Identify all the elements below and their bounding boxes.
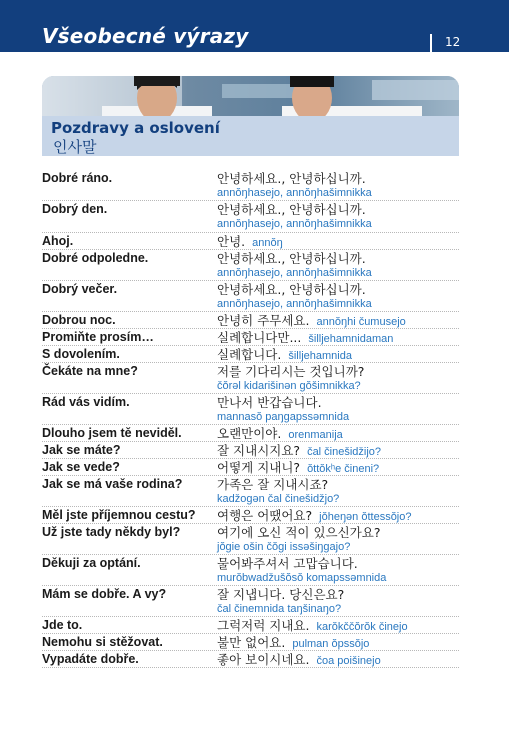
phrase-romanization: kadžogən čal činešidžjo?	[217, 493, 340, 505]
phrase-czech: Jak se má vaše rodina?	[42, 477, 183, 491]
phrase-row	[42, 329, 459, 346]
phrase-czech: Vypadáte dobře.	[42, 652, 139, 666]
phrase-row	[42, 442, 459, 459]
phrase-translation	[217, 363, 459, 393]
phrase-czech: Dobrou noc.	[42, 313, 116, 327]
phrase-czech: Měl jste příjemnou cestu?	[42, 508, 196, 522]
two-men-photo-image	[42, 76, 459, 118]
phrase-czech: Čekáte na mne?	[42, 364, 138, 378]
phrase-czech: Jde to.	[42, 618, 83, 632]
phrase-czech: Jak se máte?	[42, 443, 121, 457]
phrase-row	[42, 555, 459, 586]
phrase-korean: 만나서 반갑습니다.	[217, 395, 322, 410]
phrase-row	[42, 507, 459, 524]
phrase-czech: Dobrý den.	[42, 202, 108, 216]
phrase-row	[42, 312, 459, 329]
phrase-translation	[217, 281, 459, 311]
phrase-korean: 어떻게 지내니?	[217, 460, 301, 475]
phrase-czech: Nemohu si stěžovat.	[42, 635, 163, 649]
section-heading	[42, 116, 459, 156]
phrase-korean: 안녕.	[217, 234, 246, 249]
phrase-row	[42, 651, 459, 668]
phrase-romanization: čal činešidžijo?	[307, 446, 382, 458]
header-divider	[430, 34, 432, 52]
phrase-romanization: orenmanija	[288, 429, 343, 441]
phrase-czech: S dovolením.	[42, 347, 120, 361]
chapter-header	[0, 0, 509, 52]
phrase-korean: 잘 지냅니다. 당신은요?	[217, 587, 345, 602]
phrase-czech: Dobrý večer.	[42, 282, 118, 296]
phrase-translation	[217, 170, 459, 200]
phrase-row	[42, 634, 459, 651]
phrase-korean: 안녕하세요., 안녕하십니까.	[217, 202, 366, 217]
phrase-korean: 물어봐주셔서 고맙습니다.	[217, 556, 358, 571]
phrase-czech: Dobré ráno.	[42, 171, 113, 185]
phrase-korean: 안녕하세요., 안녕하십니까.	[217, 282, 366, 297]
phrase-romanization: murŏbwadžušŏsŏ komapssəmnida	[217, 572, 387, 584]
phrase-romanization: annŏŋhasejo, annŏŋhašimnikka	[217, 187, 372, 199]
section-title: Pozdravy a oslovení	[51, 119, 220, 137]
phrase-row	[42, 394, 459, 425]
phrase-romanization: ŏttŏkʰe čineni?	[307, 463, 380, 475]
phrase-romanization: mannasŏ paŋgapssəmnida	[217, 411, 350, 423]
phrase-translation	[217, 459, 459, 475]
phrase-korean: 잘 지내시지요?	[217, 443, 301, 458]
phrase-romanization: annŏŋhasejo, annŏŋhašimnikka	[217, 218, 372, 230]
phrase-korean: 저를 기다리시는 것입니까?	[217, 364, 365, 379]
phrase-row	[42, 250, 459, 281]
phrase-czech: Rád vás vidím.	[42, 395, 130, 409]
phrase-row	[42, 346, 459, 363]
phrase-row	[42, 201, 459, 233]
phrase-korean: 좋아 보이시네요.	[217, 652, 310, 667]
phrase-translation	[217, 555, 459, 585]
phrase-translation	[217, 651, 459, 667]
phrase-korean: 여기에 오신 적이 있으신가요?	[217, 525, 381, 540]
phrase-romanization: annŏŋhasejo, annŏŋhašimnikka	[217, 267, 372, 279]
phrase-romanization: karŏkččŏrŏk činejo	[316, 621, 408, 633]
phrase-czech: Dobré odpoledne.	[42, 251, 149, 265]
phrase-translation	[217, 201, 459, 232]
phrase-czech: Dlouho jsem tě neviděl.	[42, 426, 182, 440]
phrase-row	[42, 524, 459, 555]
phrase-korean: 불만 없어요.	[217, 635, 286, 650]
chapter-title: Všeobecné výrazy	[42, 24, 249, 48]
phrase-czech: Promiňte prosím…	[42, 330, 154, 344]
phrase-row	[42, 233, 459, 250]
phrase-translation	[217, 586, 459, 616]
phrase-romanization: annŏŋ	[252, 237, 283, 249]
phrase-romanization: čŏrəl kidarišinən gŏšimnikka?	[217, 380, 361, 392]
phrase-romanization: annŏŋhasejo, annŏŋhašimnikka	[217, 298, 372, 310]
phrase-translation	[217, 442, 459, 458]
phrase-translation	[217, 329, 459, 345]
phrase-czech: Ahoj.	[42, 234, 74, 248]
phrase-czech: Mám se dobře. A vy?	[42, 587, 167, 601]
phrase-translation	[217, 634, 459, 650]
phrase-translation	[217, 250, 459, 280]
phrase-translation	[217, 312, 459, 328]
phrase-romanization: čoa poišinejo	[316, 655, 381, 667]
phrase-korean: 안녕히 주무세요.	[217, 313, 310, 328]
phrase-korean: 안녕하세요., 안녕하십니까.	[217, 251, 366, 266]
phrase-translation	[217, 425, 459, 441]
phrase-romanization: pulman ŏpssŏjo	[292, 638, 370, 650]
phrase-korean: 실례합니다.	[217, 347, 282, 362]
phrase-list	[42, 170, 459, 668]
phrase-romanization: čal činemnida taŋšinaŋo?	[217, 603, 342, 615]
phrase-korean: 가족은 잘 지내시죠?	[217, 477, 329, 492]
phrase-korean: 그럭저럭 지내요.	[217, 618, 310, 633]
section-title-korean: 인사말	[53, 138, 97, 156]
phrase-romanization: jŏheŋən ŏttessŏjo?	[319, 511, 412, 523]
phrase-czech: Děkuji za optání.	[42, 556, 141, 570]
phrase-korean: 실례합니다만...	[217, 330, 302, 345]
phrase-translation	[217, 394, 459, 424]
phrase-romanization: šilljehamnida	[288, 350, 352, 362]
phrase-translation	[217, 346, 459, 362]
phrase-translation	[217, 524, 459, 554]
page-number: 12	[445, 35, 461, 49]
phrase-romanization: annŏŋhi čumusejo	[316, 316, 406, 328]
section-photo	[42, 76, 459, 118]
phrase-romanization: šilljehamnidaman	[308, 333, 394, 345]
phrase-translation	[217, 233, 459, 249]
phrase-row	[42, 459, 459, 476]
phrase-romanization: jŏgie ošin čŏgi issəšiŋgajo?	[217, 541, 351, 553]
phrase-translation	[217, 617, 459, 633]
phrase-row	[42, 586, 459, 617]
phrase-row	[42, 363, 459, 394]
phrase-czech: Už jste tady někdy byl?	[42, 525, 181, 539]
phrase-row	[42, 617, 459, 634]
phrase-row	[42, 476, 459, 507]
phrase-korean: 여행은 어땠어요?	[217, 508, 313, 523]
phrase-korean: 안녕하세요., 안녕하십니까.	[217, 171, 366, 186]
phrase-row	[42, 281, 459, 312]
phrase-row	[42, 170, 459, 201]
phrase-czech: Jak se vede?	[42, 460, 120, 474]
phrase-translation	[217, 507, 459, 523]
phrase-row	[42, 425, 459, 442]
phrase-korean: 오랜만이야.	[217, 426, 282, 441]
phrase-translation	[217, 476, 459, 506]
